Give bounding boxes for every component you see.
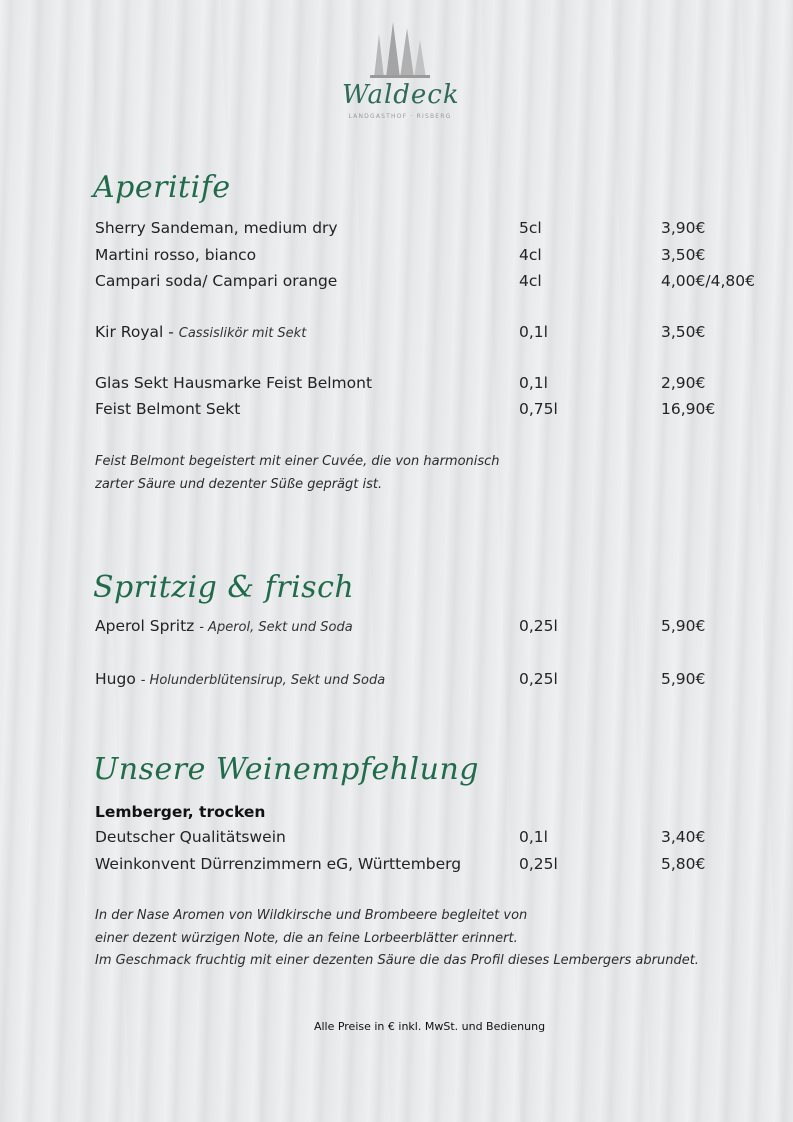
item-volume: 0,75l <box>519 400 558 418</box>
logo-name: Waldeck <box>342 80 460 110</box>
note-line: Feist Belmont begeistert mit einer Cuvée, die von harmonisch <box>95 454 500 469</box>
item-description: - Holunderblütensirup, Sekt und Soda <box>140 673 386 688</box>
menu-item <box>95 374 775 398</box>
menu-item <box>95 272 775 296</box>
item-name: Aperol Spritz <box>95 617 200 635</box>
logo-subtitle: LANDGASTHOF · RISBERG <box>348 113 452 120</box>
heading-wein: Unsere Weinempfehlung <box>93 752 479 787</box>
item-description: - Aperol, Sekt und Soda <box>199 620 353 635</box>
menu-item <box>95 617 775 641</box>
note-line: zarter Säure und dezenter Süße geprägt ist. <box>95 476 383 492</box>
item-volume: 0,25l <box>519 855 558 873</box>
menu-item <box>95 323 775 347</box>
menu-item <box>95 219 775 243</box>
menu-item <box>95 246 775 270</box>
menu-item <box>95 400 775 424</box>
item-price: 3,90€ <box>661 219 706 237</box>
item-volume: 0,25l <box>519 617 558 635</box>
item-volume: 5cl <box>519 219 542 237</box>
wine-name: Lemberger, trocken <box>95 803 266 821</box>
item-name: Weinkonvent Dürrenzimmern eG, Württemberg <box>95 855 462 873</box>
item-price: 5,90€ <box>661 617 706 635</box>
aperitif-note <box>95 451 500 496</box>
item-price: 4,00€/4,80€ <box>661 272 755 290</box>
item-volume: 0,25l <box>519 670 558 688</box>
pine-trees-icon <box>370 20 430 78</box>
menu-item <box>95 855 775 879</box>
item-price: 3,40€ <box>661 828 706 846</box>
item-name: Campari soda/ Campari orange <box>95 272 338 290</box>
note-line: In der Nase Aromen von Wildkirsche und Brombeere begleitet von <box>95 908 528 923</box>
item-name: Hugo <box>95 670 141 688</box>
item-price: 3,50€ <box>661 246 706 264</box>
heading-aperitif: Aperitife <box>93 170 231 205</box>
item-name: Glas Sekt Hausmarke Feist Belmont <box>95 374 373 392</box>
item-volume: 0,1l <box>519 828 548 846</box>
note-line: einer dezent würzigen Note, die an feine Lorbeerblätter erinnert. <box>95 930 518 946</box>
item-price: 3,50€ <box>661 323 706 341</box>
item-volume: 4cl <box>519 246 542 264</box>
item-name: Feist Belmont Sekt <box>95 400 241 418</box>
item-price: 2,90€ <box>661 374 706 392</box>
item-name: Martini rosso, bianco <box>95 246 257 264</box>
item-volume: 0,1l <box>519 323 548 341</box>
menu-item <box>95 828 775 852</box>
item-price: 5,80€ <box>661 855 706 873</box>
note-line: Im Geschmack fruchtig mit einer dezenten Säure die das Profil dieses Lembergers abrundet. <box>95 953 699 968</box>
item-price: 16,90€ <box>661 400 716 418</box>
item-description: Cassislikör mit Sekt <box>178 326 307 341</box>
item-name: Deutscher Qualitätswein <box>95 828 286 846</box>
wine-note <box>95 905 699 973</box>
item-name: Kir Royal - <box>95 323 179 341</box>
item-price: 5,90€ <box>661 670 706 688</box>
item-name: Sherry Sandeman, medium dry <box>95 219 338 237</box>
item-volume: 4cl <box>519 272 542 290</box>
heading-spritzig: Spritzig & frisch <box>93 570 355 605</box>
item-volume: 0,1l <box>519 374 548 392</box>
price-footer: Alle Preise in € inkl. MwSt. und Bedienung <box>313 1020 546 1033</box>
menu-item <box>95 670 775 694</box>
logo <box>330 20 470 125</box>
